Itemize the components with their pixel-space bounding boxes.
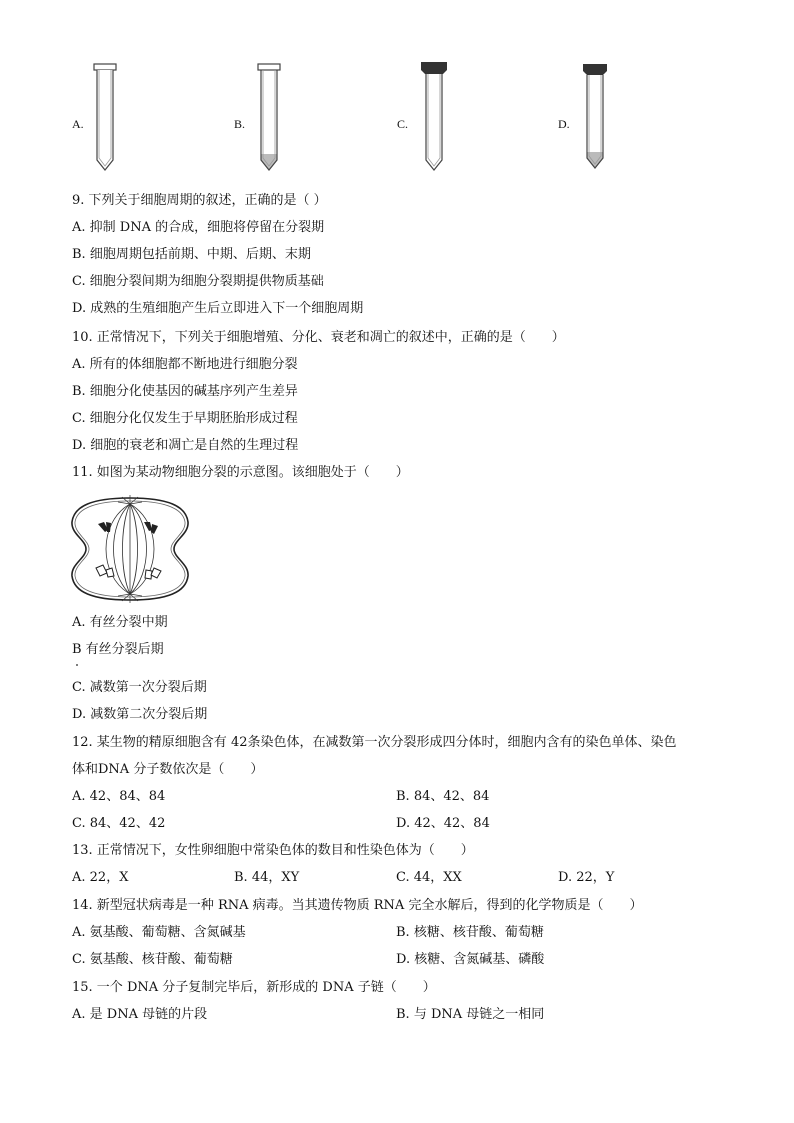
q12-option-c: C. 84、42、42 (72, 816, 166, 831)
test-tube-b-icon (254, 62, 284, 180)
q11-option-b: B 有丝分裂后期 (72, 642, 164, 657)
q9-option-a: A. 抑制 DNA 的合成，细胞将停留在分裂期 (72, 220, 325, 235)
q12-option-d: D. 42、42、84 (396, 816, 490, 831)
q14-option-c: C. 氨基酸、核苷酸、葡萄糖 (72, 952, 233, 967)
q13-stem: 13. 正常情况下，女性卵细胞中常染色体的数目和性染色体为（ ） (72, 843, 474, 858)
tube-label-d: D. (558, 117, 570, 131)
cell-division-diagram-icon (68, 492, 192, 606)
q13-option-d: D. 22，Y (558, 870, 615, 885)
tube-label-b: B. (234, 117, 246, 131)
q12-option-b: B. 84、42、84 (396, 789, 490, 804)
test-tube-c-icon (418, 60, 450, 180)
q13-option-b: B. 44，XY (234, 870, 300, 885)
q15-stem: 15. 一个 DNA 分子复制完毕后，新形成的 DNA 子链（ ） (72, 980, 436, 995)
q10-stem: 10. 正常情况下，下列关于细胞增殖、分化、衰老和凋亡的叙述中，正确的是（ ） (72, 330, 565, 345)
q9-stem: 9. 下列关于细胞周期的叙述，正确的是（ ） (72, 193, 327, 208)
test-tube-a-icon (90, 62, 120, 180)
q9-option-d: D. 成熟的生殖细胞产生后立即进入下一个细胞周期 (72, 301, 364, 316)
q11-stem: 11. 如图为某动物细胞分裂的示意图。该细胞处于（ ） (72, 465, 409, 480)
tube-label-c: C. (397, 117, 409, 131)
q14-option-b: B. 核糖、核苷酸、葡萄糖 (396, 925, 544, 940)
q10-option-b: B. 细胞分化使基因的碱基序列产生差异 (72, 384, 298, 399)
q12-stem-line2: 体和DNA 分子数依次是（ ） (72, 762, 264, 777)
q10-option-d: D. 细胞的衰老和凋亡是自然的生理过程 (72, 438, 299, 453)
q12-stem-line1: 12. 某生物的精原细胞含有 42条染色体，在减数第一次分裂形成四分体时，细胞内含有的染色单体、染色 (72, 735, 677, 750)
q15-option-b: B. 与 DNA 母链之一相同 (396, 1007, 545, 1022)
q15-option-a: A. 是 DNA 母链的片段 (72, 1007, 208, 1022)
q10-option-c: C. 细胞分化仅发生于早期胚胎形成过程 (72, 411, 298, 426)
q13-option-c: C. 44，XX (396, 870, 462, 885)
q11-option-a: A. 有丝分裂中期 (72, 615, 168, 630)
q14-option-d: D. 核糖、含氮碱基、磷酸 (396, 952, 545, 967)
test-tube-d-icon (580, 62, 610, 178)
tube-label-a: A. (72, 117, 84, 131)
q11-option-c: C. 减数第一次分裂后期 (72, 680, 207, 695)
q9-option-b: B. 细胞周期包括前期、中期、后期、末期 (72, 247, 311, 262)
q11-option-d: D. 减数第二次分裂后期 (72, 707, 208, 722)
stray-dot (76, 664, 78, 666)
q9-option-c: C. 细胞分裂间期为细胞分裂期提供物质基础 (72, 274, 324, 289)
q14-option-a: A. 氨基酸、葡萄糖、含氮碱基 (72, 925, 246, 940)
q10-option-a: A. 所有的体细胞都不断地进行细胞分裂 (72, 357, 298, 372)
q12-option-a: A. 42、84、84 (72, 789, 166, 804)
q14-stem: 14. 新型冠状病毒是一种 RNA 病毒。当其遗传物质 RNA 完全水解后，得到的化学物质是（ ） (72, 898, 643, 913)
q13-option-a: A. 22，X (72, 870, 129, 885)
